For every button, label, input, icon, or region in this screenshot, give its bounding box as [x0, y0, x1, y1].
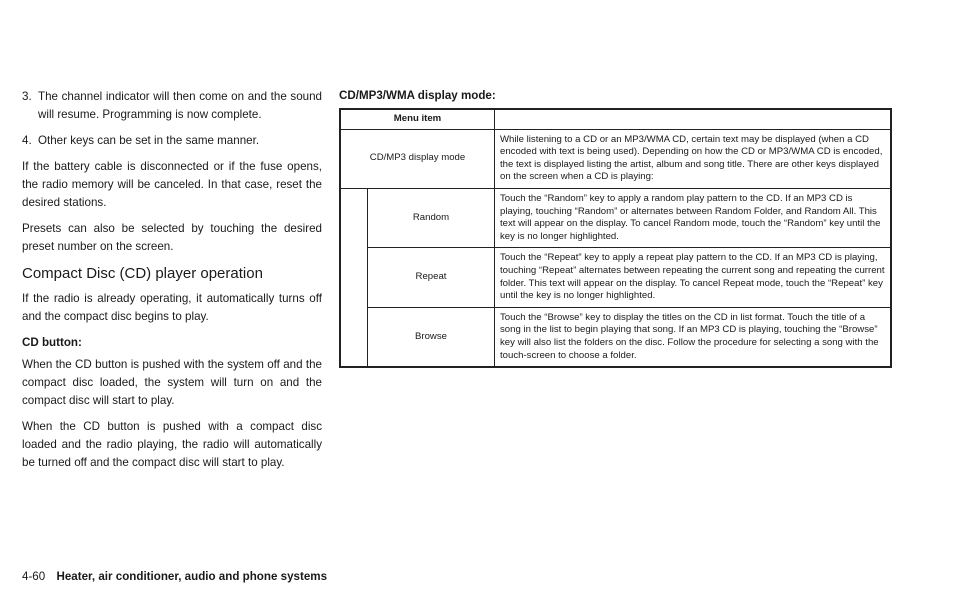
paragraph-battery: If the battery cable is disconnected or if the fuse opens, the radio memory will be canceled. In that case, reset the desired stations.: [22, 160, 322, 209]
list-number: 4.: [22, 134, 32, 147]
right-column: [339, 88, 892, 368]
menu-item-cell: CD/MP3 display mode: [340, 129, 495, 188]
table-row: [340, 307, 891, 367]
paragraph-presets: Presets can also be selected by touching the desired preset number on the screen.: [22, 222, 322, 253]
table-title: CD/MP3/WMA display mode:: [339, 89, 496, 102]
list-number: 3.: [22, 90, 32, 103]
menu-table: [339, 108, 892, 368]
indent-cell: [340, 188, 368, 367]
footer-section-title: Heater, air conditioner, audio and phone systems: [56, 570, 328, 583]
list-text: The channel indicator will then come on and the sound will resume. Programming is now complete.: [38, 90, 322, 121]
description-header: [495, 109, 892, 129]
page-number: 4-60: [22, 570, 46, 583]
description-cell: Touch the “Browse” key to display the titles on the CD in list format. Touch the title of a song in the list to begin playing that song. If an MP3 CD is playing, touching the “Browse” key will also list the folders on the disc. Follow the procedure for selecting a song with the touch-screen to choose a folder.: [495, 307, 892, 367]
paragraph-cd-radio-playing: When the CD button is pushed with a compact disc loaded and the radio playing, the radio will automatically be turned off and the compact disc will start to play.: [22, 420, 322, 469]
table-row: [340, 188, 891, 247]
cd-button-heading: CD button:: [22, 336, 82, 349]
menu-item-header: Menu item: [340, 109, 495, 129]
list-item: [22, 88, 322, 124]
table-row: [340, 129, 891, 188]
left-column: [22, 88, 322, 480]
menu-item-cell: Browse: [368, 307, 495, 367]
paragraph-cd-system-off: When the CD button is pushed with the system off and the compact disc loaded, the system will turn on and the compact disc will start to play.: [22, 358, 322, 407]
menu-item-cell: Repeat: [368, 248, 495, 307]
table-row: [340, 248, 891, 307]
list-item: [22, 132, 322, 150]
section-title: Compact Disc (CD) player operation: [22, 265, 263, 282]
description-cell: Touch the “Random” key to apply a random play pattern to the CD. If an MP3 CD is playing, touching “Random” or alternates between Random Folder, and Random All. This text will appear on the display. To cancel Random mode, touch the “Random” key until the key is no longer highlighted.: [495, 188, 892, 247]
paragraph-radio-operating: If the radio is already operating, it automatically turns off and the compact disc begins to play.: [22, 292, 322, 323]
page-footer: [22, 570, 327, 583]
description-cell: Touch the “Repeat” key to apply a repeat play pattern to the CD. If an MP3 CD is playing, touching “Repeat” alternates between repeating the current song and repeating the current folder. This text will appear on the display. To cancel Repeat mode, touch the “Repeat” key until the key is no longer highlighted.: [495, 248, 892, 307]
table-header-row: [340, 109, 891, 129]
list-text: Other keys can be set in the same manner.: [38, 134, 260, 147]
menu-item-cell: Random: [368, 188, 495, 247]
description-cell: While listening to a CD or an MP3/WMA CD, certain text may be displayed (when a CD encoded with text is being used). Depending on how the CD or MP3/WMA CD is encoded, the text is displayed listing the artist, album and song title. There are other keys displayed on the screen when a CD is playing:: [495, 129, 892, 188]
